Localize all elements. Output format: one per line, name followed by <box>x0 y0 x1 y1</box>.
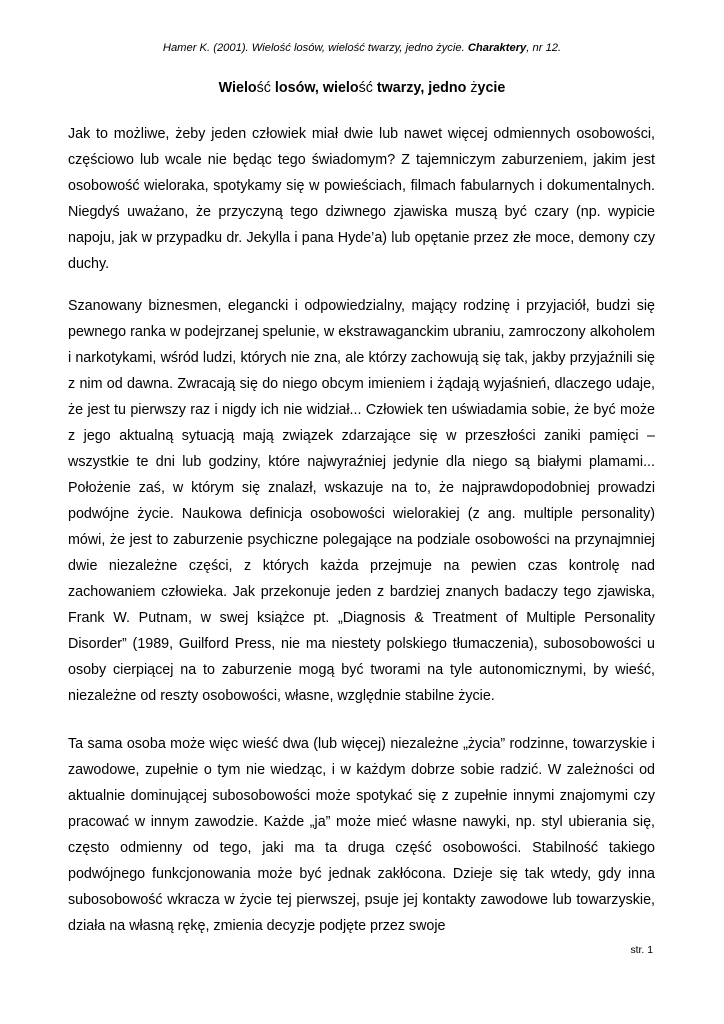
title-segment: ść <box>358 80 373 96</box>
citation-issue: , nr 12. <box>526 42 562 54</box>
article-title <box>0 79 724 97</box>
title-segment: Wielo <box>218 80 257 96</box>
title-segment: twarzy, jedno <box>372 80 471 96</box>
citation-text: Hamer K. (2001). Wielość losów, wielość twarzy, jedno życie. <box>162 42 468 54</box>
paragraph-text: Jak to możliwe, żeby jeden człowiek miał dwie lub nawet więcej odmiennych osobowości, częściowo lub wcale nie będąc tego świadomym? Z tajemniczym zaburzeniem, jakim jest osobowość wieloraka, spotykamy się w powieściach, filmach fabularnych i dokumentalnych. Niegdyś uważano, że przyczyną tego dziwnego zjawiska muszą być czary (np. wypicie napoju, jak w przypadku dr. Jekylla i pana Hyde’a) lub opętanie przez złe moce, demony czy duchy. <box>68 126 655 272</box>
body-paragraph-1 <box>68 121 655 277</box>
paragraph-text: Ta sama osoba może więc wieść dwa (lub więcej) niezależne „życia” rodzinne, towarzyskie i zawodowe, zupełnie o tym nie wiedząc, i w każdym dobrze sobie radzić. W zależności od aktualnie dominującej subosobowości może spotykać się z zupełnie innymi znajomymi czy pracować w innym zawodzie. Każde „ja” może mieć własne nawyki, np. styl ubierania się, często odmienny od tego, jaki ma ta druga część osobowości. Stabilność takiego podwójnego funkcjonowania może być jednak zakłócona. Dzieje się tak wtedy, gdy inna subosobowość wkracza w życie tej pierwszej, psuje jej kontakty zawodowe lub towarzyskie, działa na własną rękę, zmienia decyzje podjęte przez swoje <box>68 736 655 934</box>
title-segment: losów, wielo <box>270 80 359 96</box>
citation-header <box>0 41 724 55</box>
title-segment: ycie <box>477 80 506 96</box>
title-segment: ż <box>470 80 478 96</box>
body-paragraph-2 <box>68 293 655 709</box>
title-segment: ść <box>256 80 271 96</box>
paragraph-text: Szanowany biznesmen, elegancki i odpowiedzialny, mający rodzinę i przyjaciół, budzi się pewnego ranka w podejrzanej spelunie, w ekstrawaganckim ubraniu, zamroczony alkoholem i narkotykami, wśród ludzi, których nie zna, ale którzy zachowują się tak, jakby przyjaźnili się z nim od dawna. Zwracają się do niego obcym imieniem i żądają wyjaśnień, dlaczego udaje, że jest tu pierwszy raz i nigdy ich nie widział... Człowiek ten uświadamia sobie, że być może z jego aktualną sytuacją mają związek zdarzające się w przeszłości zaniki pamięci – wszystkie te dni lub godziny, które najwyraźniej jedynie dla niego są białymi plamami... Położenie zaś, w którym się znalazł, wskazuje na to, że najprawdopodobniej prowadzi podwójne życie. Naukowa definicja osobowości wielorakiej (z ang. multiple personality) mówi, że jest to zaburzenie psychiczne polegające na podziale osobowości na przynajmniej dwie niezależne części, z których każda przejmuje na pewien czas kontrolę nad zachowaniem człowieka. Jak przekonuje jeden z bardziej znanych badaczy tego zjawiska, Frank W. Putnam, w swej książce pt. „Diagnosis & Treatment of Multiple Personality Disorder” (1989, Guilford Press, nie ma niestety polskiego tłumaczenia), subosobowości u osoby cierpiącej na to zaburzenie mogą być tworami na tyle autonomicznymi, by wieść, niezależne od reszty osobowości, własne, względnie stabilne życie. <box>68 298 655 704</box>
journal-name: Charaktery <box>467 42 527 54</box>
page-number: str. 1 <box>630 945 653 956</box>
body-paragraph-3 <box>68 731 655 939</box>
